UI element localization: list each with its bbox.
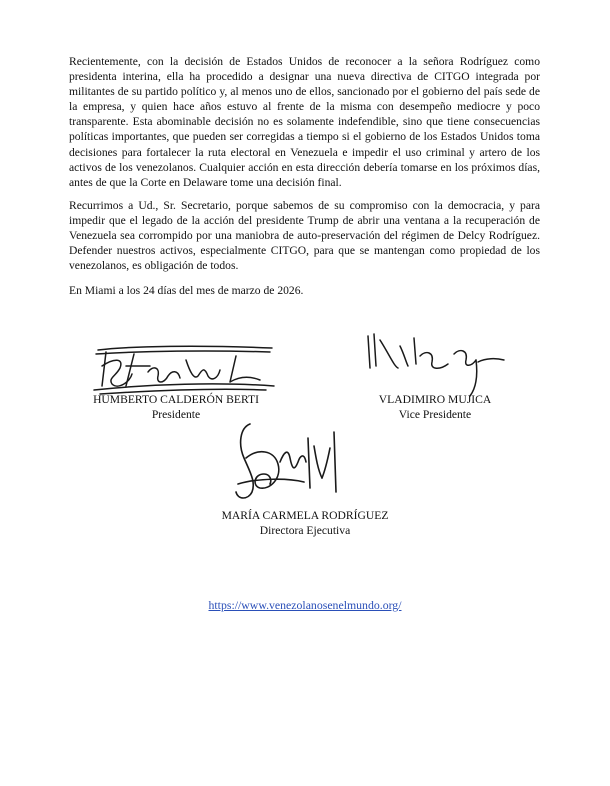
signer-block-executive-director (180, 508, 430, 538)
paragraph-appeal-secretary: Recurrimos a Ud., Sr. Secretario, porque sabemos de su compromiso con la democracia, y para impedir que el legado de la acción del presidente Trump de abrir una ventana a la recuperación de Venezuela sea corrompido por una maniobra de auto-preservación del régimen de Delcy Rodríguez. Defender nuestros activos, especialmente CITGO, para que se mantengan como propiedad de los venezolanos, es obligación de todos. (69, 199, 540, 273)
signer-name: HUMBERTO CALDERÓN BERTI (93, 393, 259, 406)
paragraph-citgo-directive: Recientemente, con la decisión de Estados Unidos de reconocer a la señora Rodríguez como presidenta interina, ella ha procedido a designar una nueva directiva de CITGO integrada por militantes de su partido político y, al menos uno de ellos, sancionado por el gobierno del país sede de la empresa, y quien hace años estuvo al frente de la misma con desempeño mediocre y poco transparente. Esta abominable decisión no es solamente indefendible, sino que tiene consecuencias políticas importantes, que pueden ser corregidas a tiempo si el gobierno de los Estados Unidos toma decisiones para fortalecer la ruta electoral en Venezuela e impedir el uso criminal y artero de los activos de los venezolanos. Cualquier acción en esta dirección debería tomarse en los próximos días, antes de que la Corte en Delaware tome una decisión final. (69, 55, 540, 189)
paragraph-place-date: En Miami a los 24 días del mes de marzo de 2026. (69, 284, 304, 297)
signature-maria-carmela-rodriguez (218, 418, 368, 508)
signature-humberto-calderon-berti (90, 336, 280, 396)
signer-title: Presidente (151, 408, 201, 421)
signer-name: VLADIMIRO MUJICA (378, 393, 492, 406)
signer-name: MARÍA CARMELA RODRÍGUEZ (221, 509, 389, 522)
signer-block-vice-president (340, 392, 530, 422)
signer-title: Vice Presidente (398, 408, 472, 421)
signer-title: Directora Ejecutiva (259, 524, 351, 537)
website-link[interactable]: https://www.venezolanosenelmundo.org/ (208, 598, 402, 612)
signature-vladimiro-mujica (360, 326, 510, 398)
website-footer (0, 598, 610, 613)
signer-block-president (60, 392, 292, 422)
